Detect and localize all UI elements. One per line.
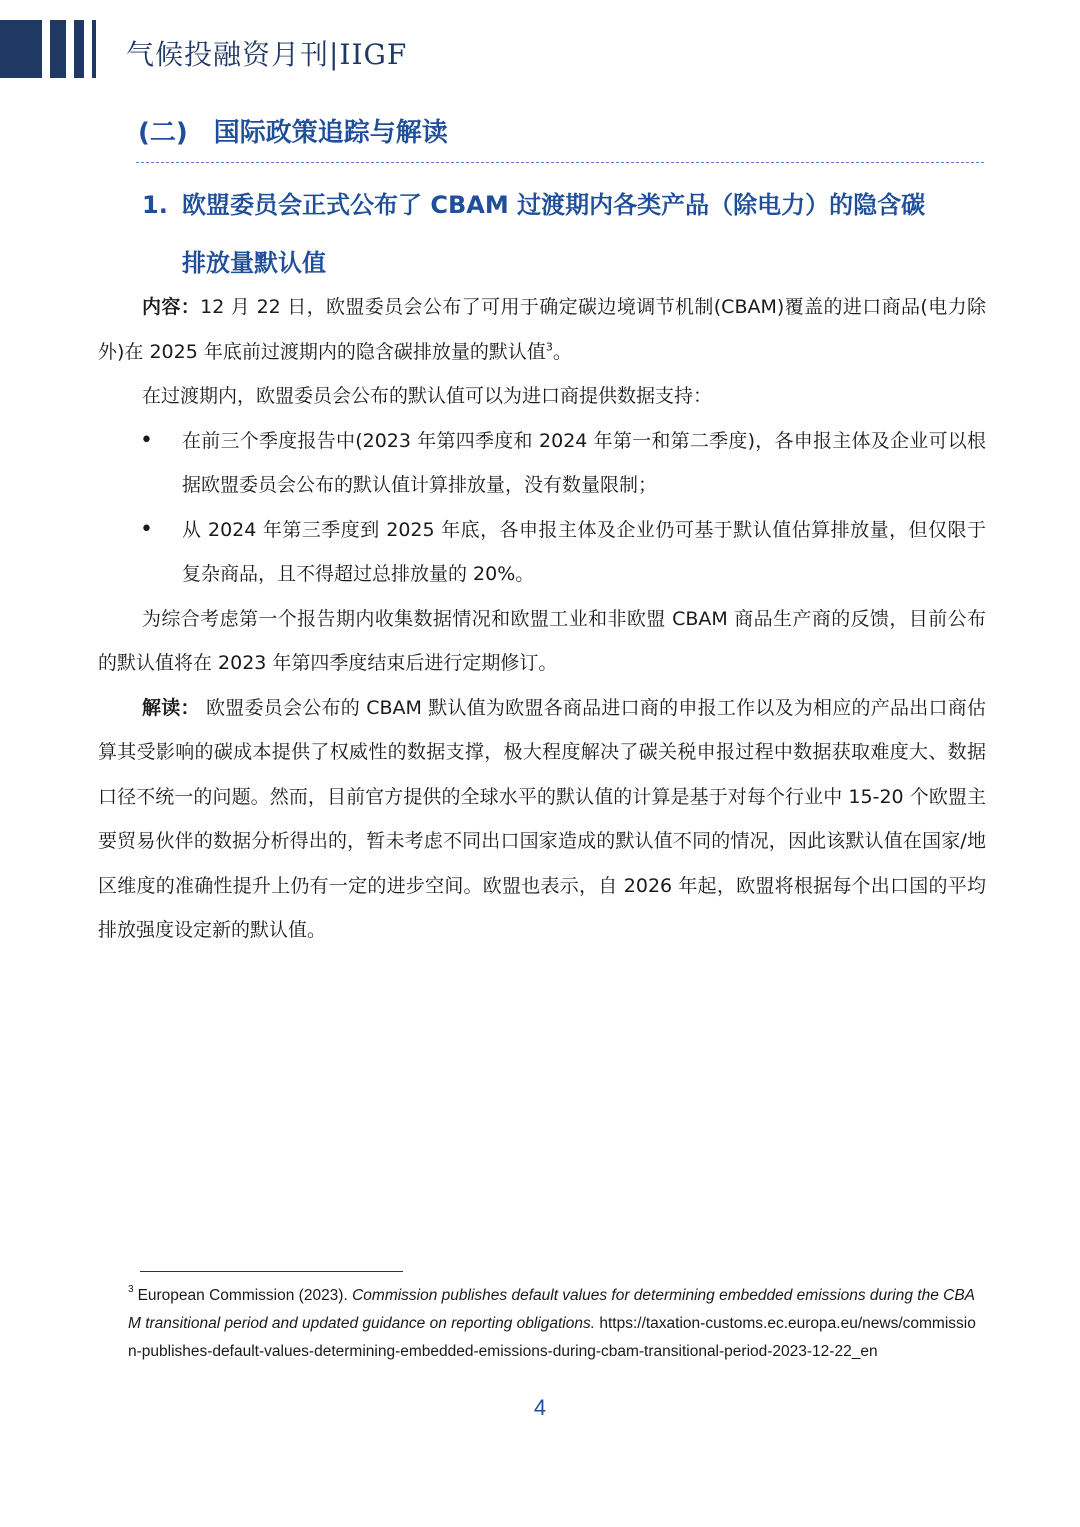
list-item-text: 在前三个季度报告中(2023 年第四季度和 2024 年第一和第二季度)，各申报主体及企业可以根据欧盟委员会公布的默认值计算排放量，没有数量限制； — [182, 429, 986, 496]
list-item-text: 从 2024 年第三季度到 2025 年底，各申报主体及企业仍可基于默认值估算排放量，但仅限于复杂商品，且不得超过总排放量的 20%。 — [182, 518, 986, 585]
content-text: 12 月 22 日，欧盟委员会公布了可用于确定碳边境调节机制(CBAM)覆盖的进口商品(电力除外)在 2025 年底前过渡期内的隐含碳排放量的默认值 — [98, 296, 986, 363]
content-paragraph — [98, 285, 986, 374]
section-title: 国际政策追踪与解读 — [213, 118, 448, 148]
list-item — [98, 508, 986, 597]
analysis-paragraph — [98, 686, 986, 953]
list-item — [98, 419, 986, 508]
footnote-divider — [140, 1271, 403, 1272]
footnote — [98, 1278, 980, 1366]
footnote-marker: 3 — [128, 1284, 134, 1295]
revision-paragraph: 为综合考虑第一个报告期内收集数据情况和欧盟工业和非欧盟 CBAM 商品生产商的反馈，目前公布的默认值将在 2023 年第四季度结束后进行定期修订。 — [98, 607, 986, 674]
footnote-ref[interactable]: 3 — [545, 340, 553, 354]
analysis-text: 欧盟委员会公布的 CBAM 默认值为欧盟各商品进口商的申报工作以及为相应的产品出口商估算其受影响的碳成本提供了权威性的数据支撑，极大程度解决了碳关税申报过程中数据获取难度大、数据口径不统一的问题。然而，目前官方提供的全球水平的默认值的计算是基于对每个行业中 15-20 个欧盟主要贸易伙伴的数据分析得出的，暂未考虑不同出口国家造成的默认值不同的情况，因此该默认值在国家/地区维度的准确性提升上仍有一定的进步空间。欧盟也表示，自 2026 年起，欧盟将根据每个出口国的平均排放强度设定新的默认值。 — [98, 696, 986, 941]
section-divider — [136, 162, 984, 163]
subsection-number: 1. — [142, 191, 168, 219]
header-bar — [50, 20, 66, 78]
article-body — [98, 285, 986, 953]
subsection-title-line1: 欧盟委员会正式公布了 CBAM 过渡期内各类产品（除电力）的隐含碳 — [182, 191, 926, 219]
subsection-heading — [142, 176, 992, 292]
subsection-title-line2: 排放量默认值 — [182, 249, 326, 277]
bullet-icon: • — [140, 516, 153, 542]
page-number: 4 — [533, 1395, 547, 1420]
bullet-list — [98, 419, 986, 597]
section-number: (二) — [138, 118, 188, 148]
content-text-end: 。 — [552, 340, 572, 363]
header-bar — [74, 20, 84, 78]
intro-paragraph: 在过渡期内，欧盟委员会公布的默认值可以为进口商提供数据支持： — [142, 385, 713, 407]
analysis-label: 解读： — [142, 696, 200, 719]
header-bar — [0, 20, 42, 78]
footnote-title: Commission publishes default values for determining embedded emissions during the CBAM transitional period and updated guidance on reporting obligations. — [128, 1287, 975, 1333]
footnote-author: European Commission (2023). — [137, 1287, 353, 1305]
bullet-icon: • — [140, 427, 153, 453]
section-heading — [138, 112, 448, 149]
content-label: 内容： — [142, 296, 201, 318]
footnote-link[interactable]: https://taxation-customs.ec.europa.eu/news/commission-publishes-default-values-determining-embedded-emissions-during-cbam-transitional-period-2023-12-22_en — [128, 1315, 976, 1361]
header-bar — [92, 20, 96, 78]
header-title: 气候投融资月刊|IIGF — [126, 38, 408, 71]
